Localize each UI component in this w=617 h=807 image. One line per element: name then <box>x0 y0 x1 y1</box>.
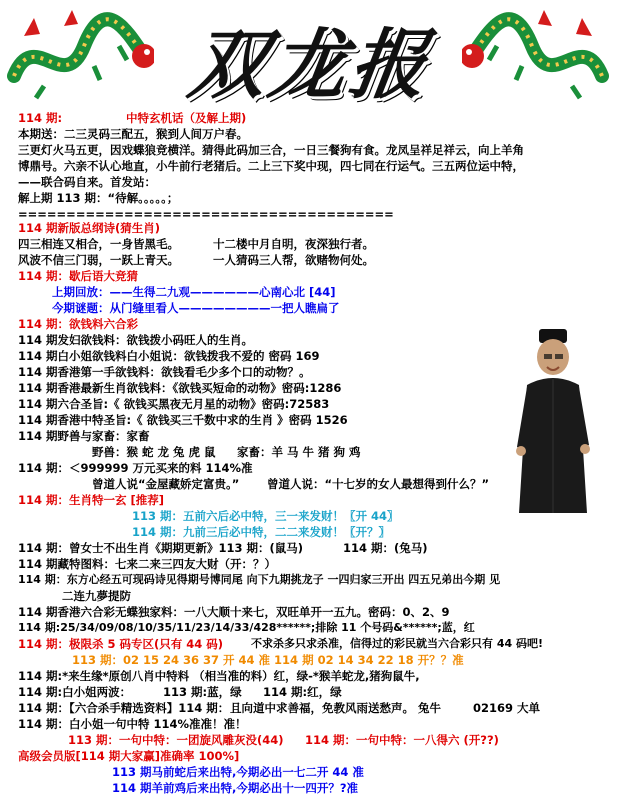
tip-line: 114 期发妇欲钱料：欲钱拨小码旺人的生肖。 <box>18 333 254 347</box>
sentence-row <box>68 732 499 748</box>
tip-line: 114 期：白小姐一句中特 114%准准！准！ <box>18 717 247 731</box>
tip-line: 114 期:*来生缘*原创八肖中特料 （相当准的料）红，绿-*猴羊蛇龙,猪狗鼠牛, <box>18 669 420 683</box>
riddle-current: 今期谜题：从门缝里看人————————一把人瞧扁了 <box>52 301 340 315</box>
quote-text: 曾道人说“金屋藏娇定富贵。” <box>92 477 240 491</box>
poem-text: 一人猜码三人帮，欲赌物何处。 <box>213 253 374 267</box>
vip-title: 高级会员版[114 期大家赢]准确率 100%] <box>18 749 240 763</box>
tip-line: 114 期白小姐欲钱料白小姐说：欲钱拨我不爱的 密码 169 <box>18 349 320 363</box>
tip-line: 114 期：＜999999 万元买来的料 114%准 <box>18 461 253 475</box>
tip-line: 114 期:25/34/09/08/10/35/11/23/14/33/428******;排除 11 个号码&******;蓝，红 <box>18 621 475 634</box>
tip-text: 113 期:蓝，绿 <box>163 685 242 699</box>
quote-row <box>92 476 490 492</box>
line-3: 三更灯火马五更，因戏蝶狼竞横洋。猜得此码加三合，一日三餐狗有食。龙凤呈祥足祥云，向上羊角 <box>18 143 524 157</box>
section-title: 114 期新版总纲诗(猜生肖) <box>18 221 161 235</box>
vip-line: 114 期羊前鸡后来出特,今期必出十一四开？?准 <box>112 781 359 795</box>
dragon-icon <box>4 6 154 102</box>
tip-row <box>18 540 428 556</box>
page-title: 双龙报 <box>183 20 437 109</box>
kill-zone-title: 114 期：极限杀 5 码专区(只有 44 码) <box>18 637 224 651</box>
riddle-previous: 上期回放：——生得二九观——————心南心北 [44] <box>52 285 336 299</box>
tip-text: 114 期：曾女士不出生肖《期期更新》113 期：(鼠马) <box>18 541 304 555</box>
poem-text: 风波不信三门弱，一跃上青天。 <box>18 253 179 267</box>
tip-text: 02169 大单 <box>473 701 541 715</box>
tip-row <box>18 700 541 716</box>
line-6: 解上期 113 期：“待解。。。。。； <box>18 191 179 205</box>
section-title: 114 期：歇后语大竞猜 <box>18 269 139 283</box>
issue-label: 114 期: <box>18 111 63 125</box>
tip-text: 114 期：【六合杀手精选资料】114 期： <box>18 701 230 715</box>
tip-line: 114 期：东方心经五可现码诗见得期号博同尾 向下九期挑龙子 一四归家三开出 四五兄弟出今期 见 <box>18 573 501 586</box>
number-line: 113 期：02 15 24 36 37 开 44 准 114 期 02 14 34 22 18 开？？准 <box>72 653 464 667</box>
tip-line: 114 期香港六合彩无蝶独家料：一八大顺十来七，双旺单开一五九。密码：0、2、9 <box>18 605 450 619</box>
header <box>0 0 617 118</box>
sentence-text: 114 期：一句中特：一八得六 (开??) <box>305 733 499 747</box>
line-4: 博鼎号。六亲不认心地直，小牛前行老猪后。二上三下奖中现，四七同在行运气。三五两位运中特， <box>18 159 524 173</box>
person-image <box>513 327 593 515</box>
tip-line: 二连九夢提防 <box>62 589 131 603</box>
kill-zone-note: 不求杀多只求杀准，信得过的彩民就当六合彩只有 44 码吧! <box>251 637 543 650</box>
wild-animals: 野兽：猴 蛇 龙 兔 虎 鼠 <box>92 445 216 459</box>
section-title: 114 期：生肖特一玄 [推荐] <box>18 493 165 507</box>
tip-line: 114 期香港第一手欲钱料：欲钱看毛少多个口的动物？。 <box>18 365 311 379</box>
line-1 <box>18 110 247 126</box>
tip-text: 114 期:白小姐两波： <box>18 685 132 699</box>
vip-line: 113 期马前蛇后来出特,今期必出一七二开 44 准 <box>112 765 364 779</box>
tip-line: 114 期野兽与家畜：家畜 <box>18 429 150 443</box>
domestic-animals: 家畜：羊 马 牛 猪 狗 鸡 <box>237 445 361 459</box>
result-line: 113 期：五前六后必中特，三一来发财！〖开 44〗 <box>132 509 399 523</box>
section-title: 中特玄机话（及解上期) <box>126 111 247 125</box>
poem-row <box>18 252 374 268</box>
tip-line: 114 期香港最新生肖欲钱料：《欲钱买短命的动物》密码:1286 <box>18 381 342 395</box>
tip-text: 且向道中求善福，免教风雨送愁声。 兔牛 <box>230 701 442 715</box>
sentence-text: 113 期：一句中特：一团旋风雕灰没(44) <box>68 733 284 747</box>
tip-line: 114 期藏特图料：七来二来三四友大财（开：？） <box>18 557 277 571</box>
poem-text: 十二楼中月自明，夜深独行者。 <box>213 237 374 251</box>
poem-text: 四三相连又相合，一身皆黑毛。 <box>18 237 179 251</box>
tip-line: 114 期六合圣旨:《 欲钱买黑夜无月星的动物》密码:72583 <box>18 397 330 411</box>
tip-text: 114 期：(兔马) <box>343 541 428 555</box>
tip-text: 114 期:红，绿 <box>263 685 342 699</box>
line-5: ——联合码自来。首发站： <box>18 175 156 189</box>
separator: ======================================= <box>18 207 394 221</box>
quote-text: 曾道人说：“十七岁的女人最想得到什么？” <box>267 477 490 491</box>
tip-row <box>18 684 342 700</box>
tip-line: 114 期香港中特圣旨:《 欲钱买三千数中求的生肖 》密码 1526 <box>18 413 348 427</box>
poem-row <box>18 236 374 252</box>
line-2: 本期送：二三灵码三配五，猴到人间万户春。 <box>18 127 248 141</box>
animal-row <box>92 444 361 460</box>
dragon-icon <box>462 6 612 102</box>
section-title: 114 期：欲钱料六合彩 <box>18 317 139 331</box>
result-line: 114 期：九前三后必中特，二二来发财！〖开？〗 <box>132 525 391 539</box>
tip-row <box>18 636 543 652</box>
